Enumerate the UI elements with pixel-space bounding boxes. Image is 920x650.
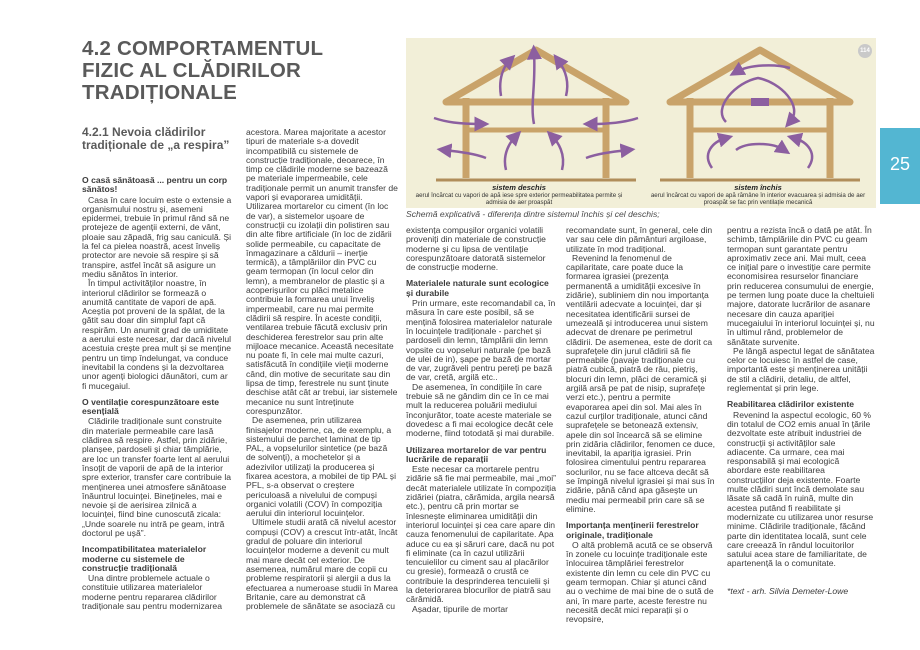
heading-incompatibility: Incompatibilitatea materialelor moderne cu sistemele de construcție tradițională [82,544,207,573]
heading-lime-mortar: Utilizarea mortarelor de var pentru lucrările de reparații [406,444,547,464]
paragraph: Prin urmare, este recomandabil ca, în măsura în care este posibil, să se mențină folosirea materialelor naturale în locuințele tradiționale - parchet și pardoseli din lemn, tâmplării din lemn vopsite cu vopseluri naturale (pe bază de ulei de in), șape pe bază de mortar de var, zugrăveli pentru pereți pe bază de var, cretă, argilă etc.. [406,298,556,383]
paragraph: Este necesar ca mortarele pentru zidărie să fie mai permeabile, mai „moi” decât materialele utilizate în compoziția zidăriei (piatra, cărămida, argila nearsă etc.), pentru că prin mortar se înlesnește eliminarea umidității din interiorul locuinței și cea care apare din cauza fenomenului de capilaritate. Apa aduce cu ea și săruri care, dacă nu pot fi eliminate (ca în cazul utilizării tencuielilor cu ciment sau al placărilor cu gresie), formează o crustă ce contribuie la desprinderea tencuielii și la deteriorarea blocurilor de piatră sau cărămidă. [406,464,556,605]
label-closed-system-text: aerul încărcat cu vapori de apă rămâne în interior evacuarea și admisia de aer proaspăt se fac prin ventilație mecanică [650,192,866,206]
house-closed-system-icon [660,50,860,180]
figure-number-badge: 114 [858,44,872,58]
paragraph: Revenind la fenomenul de capilaritate, care poate duce la formarea igrasiei (prezența permanentă a umidității excesive în zidărie), subliniem din nou importanța ventilării adecvate a locuinței, dar și necesitatea identificării sursei de umezeală și introducerea unui sistem adecvat de drenare pe perimetrul clădirii. De asemenea, este de dorit ca suprafețele din jurul clădirii să fie permeabile (pavaje tradiționale cu piatră cubică, piatră de râu, pietriș, blocuri din lemn, plăci de ceramică și argilă arsă pe pat de nisip, suprafețe verzi etc.), pentru a permite evaporarea apei din sol. Mai ales în cazul curților tradiționale, atunci când suprafețele se betonează extensiv, apele din sol încearcă să se elimine prin zidăria clădirilor, fenomen ce duce, inevitabil, la apariția igrasiei. Prin folosirea cimentului pentru repararea soclurilor, nu se face altceva decât să se împingă nivelul igrasiei și mai sus în zidărie, până când apa găsește un mediu mai permeabil prin care să se elimine. [566,252,716,514]
paragraph: În timpul activităților noastre, în interiorul clădirilor se formează o anumită cantitate de vapori de apă. Aceștia pot proveni de la spălat, de la gătit sau doar din simplul fapt că respirăm. Un anumit grad de umiditate a aerului este necesar, dar dacă nivelul acestuia crește prea mult și se menține pentru un timp îndelungat, va conduce inevitabil la condens și la dezvoltarea unor agenți biologici dăunători, cum ar fi mucegaiul. [82,278,232,391]
label-closed-system-title: sistem închis [734,183,782,192]
heading-original-windows: Importanța menținerii ferestrelor originale, tradiționale [566,520,699,540]
label-closed-system [648,184,868,206]
page-title: 4.2 COMPORTAMENTUL FIZIC AL CLĂDIRILOR TRADIȚIONALE [82,37,323,104]
text-column-2 [246,128,398,611]
page-number: 25 [889,154,911,174]
heading-natural-materials: Materialele naturale sunt ecologice și durabile [406,278,549,298]
paragraph: Așadar, tipurile de mortar [412,603,509,614]
paragraph: De asemenea, prin utilizarea finisajelor moderne, ca, de exemplu, a sistemului de parchet laminat de tip PAL, a vopselurilor sintetice (pe bază de solvenți), a mochetelor și a adezivilor utilizați la producerea și fixarea acestora, a mobilei de tip PAL și PFL, s-a observat o creștere periculoasă a nivelului de compuși organici volatili (COV) în compoziția aerului din interiorul locuințelor. [246,415,396,519]
paragraph: Pe lângă aspectul legat de sănătatea celor ce locuiesc în astfel de case, importantă este și menținerea unității de stil a clădirii, detaliu, de altfel, reglementat și prin lege. [727,345,875,394]
paragraph: Casa în care locuim este o extensie a organismului nostru și, asemeni epidermei, trebuie în primul rând să ne protejeze de agenții externi, de vânt, ploaie sau zăpadă, frig sau caniculă. Și la fel ca pielea noastră, acest înveliș protector are nevoie să respire și să transpire, astfel încât să asigure un mediu sănătos în interior. [82,194,232,279]
label-open-system-title: sistem deschis [492,183,546,192]
text-column-3 [406,226,556,614]
heading-ventilation: O ventilație corespunzătoare este esențială [82,396,220,417]
paragraph: Ultimele studii arată că nivelul acestor compuși (COV) a crescut într-atât, încât gradul de poluare din interiorul locuințelor moderne a devenit cu mult mai mare decât cel exterior. De asemenea, numărul mare de copii cu probleme respiratorii și alergii a dus la efectuarea a numeroase studii în Marea Britanie, care au demonstrat că problemele de sănătate se asociază cu [246,517,398,612]
heading-rehabilitation: Reabilitarea clădirilor existente [727,399,855,410]
section-subtitle: 4.2.1 Nevoia clădirilor tradiționale de „a respira” [82,125,230,152]
page-number-tab [880,128,920,204]
heading-healthy-house: O casă sănătoasă ... pentru un corp sănătos! [82,175,228,195]
text-column-1 [82,176,232,611]
paragraph: Una dintre problemele actuale o constituie utilizarea materialelor moderne pentru repararea clădirilor tradiționale sau pentru modernizarea [82,573,222,612]
paragraph: O altă problemă acută ce se observă în zonele cu locuințe tradiționale este înlocuirea tâmplăriei ferestrelor existente din lemn cu cele din PVC cu geam termopan. Chiar și atunci când au o vechime de mai bine de o sută de ani, în mare parte, aceste ferestre nu necesită decât mici reparații și o revopsire, [566,539,714,625]
text-column-5 [727,226,875,596]
paragraph: Revenind la aspectul ecologic, 60 % din totalul de CO2 emis anual în țările dezvoltate este atribuit industriei de construcții și activităților sale adiacente. Ca urmare, cea mai responsabilă și mai ecologică abordare este reabilitarea construcțiilor deja existente. Foarte multe clădiri sunt încă demolate sau lăsate să cadă în ruină, multe din acestea putând fi reabilitate și modernizate cu utilizarea unor resurse minime. Clădirile tradiționale, făcând parte din identitatea locală, sunt cele care creează în rândul locuitorilor satului acea stare de familiaritate, de apartenență la o comunitate. [727,409,874,569]
paragraph: De asemenea, în condițiile în care trebuie să ne gândim din ce în ce mai mult la reducerea poluării mediului înconjurător, toate aceste materiale se dovedesc a fi mai ecologice decât cele moderne, fiind totodată și mai durabile. [406,381,555,439]
author-signature: *text - arh. Silvia Demeter-Lowe [727,585,849,596]
house-open-system-icon [434,50,638,180]
ventilation-diagram [406,38,876,208]
figure-caption: Schemă explicativă - diferența dintre sistemul închis și cel deschis; [406,209,660,219]
paragraph: acestora. Marea majoritate a acestor tipuri de materiale s-a dovedit incompatibilă cu sistemele de construcție tradiționale, deoarece, în timp ce clădirile moderne se bazează pe materiale impermeabile, cele tradiționale permit un anumit transfer de vapori și evaporarea umidității. Utilizarea mortarelor cu ciment (în loc de var), a sistemelor ușoare de construcții cu izolații din polistiren sau din alte fibre artificiale (în loc de zidării solide permeabile, cu capacitate de înmagazinare a căldurii – inerție termică), a tâmplăriilor din PVC cu geam termopan (în locul celor din lemn), a membranelor de plastic și a acoperișurilor cu plăci metalice contribuie la formarea unui înveliș impermeabil, care nu mai permite clădirii să respire. În aceste condiții, ventilarea trebuie făcută exclusiv prin deschiderea ferestrelor sau prin alte mijloace mecanice. Această necesitate nu poate fi, în cele mai multe cazuri, satisfăcută în condițiile vieții moderne când, din motive de securitate sau din lipsa de timp, ferestrele nu sunt ținute deschise atât cât ar trebui, iar sistemele mecanice nu sunt întreținute corespunzător. [246,127,398,416]
label-open-system-text: aerul încărcat cu vapori de apă iese spre exterior permeabilitatea permite și admisia de aer proaspăt [415,192,623,206]
paragraph: existența compușilor organici volatili proveniți din materiale de construcție moderne și cu lipsa de ventilație corespunzătoare datorată sistemelor de construcție moderne. [406,225,546,273]
paragraph: recomandate sunt, în general, cele din var sau cele din pământuri argiloase, utilizate în mod tradițional. [566,225,713,254]
paragraph: pentru a rezista încă o dată pe atât. În schimb, tâmplăriile din PVC cu geam termopan sunt garantate pentru aproximativ zece ani. Mai mult, ceea ce inițial pare o investiție care permite economisirea resurselor financiare prin reducerea consumului de energie, pe termen lung poate duce la cheltuieli majore, datorate lucrărilor de asanare necesare din cauza apariției mucegaiului în interiorul locuinței și, nu în ultimul rând, problemelor de sănătate survenite. [727,225,875,347]
text-column-4 [566,226,716,624]
label-open-system [414,184,624,206]
paragraph: Clădirile tradiționale sunt construite din materiale permeabile care lasă clădirea să respire. Astfel, prin zidărie, planșee, pardoseli și chiar tâmplărie, are loc un transfer foarte lent al aerului însoțit de vaporii de apă de la interior spre exterior, transfer care contribuie la menținerea unei atmosfere sănătoase înăuntrul locuinței. Binețineles, mai e nevoie și de aerisirea zilnică a locuinței, fiind bine cunoscută zicala: „Unde soarele nu intră pe geam, intră doctorul pe ușă”. [82,416,232,538]
